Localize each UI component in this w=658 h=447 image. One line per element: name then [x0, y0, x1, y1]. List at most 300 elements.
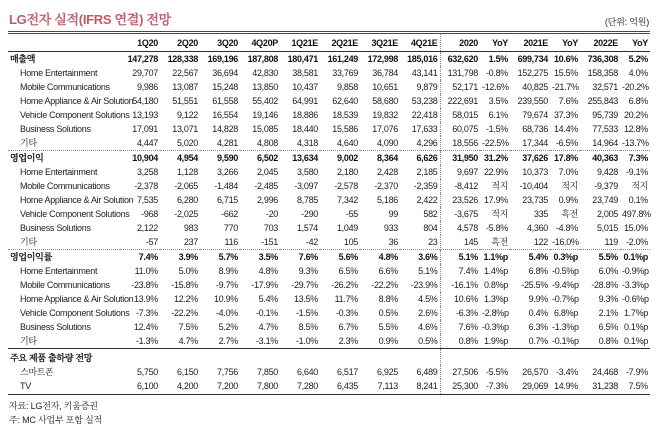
cell-value: 54,180 [132, 96, 158, 106]
cell-value: 4,360 [526, 223, 548, 233]
cell-value: 1.5% [488, 54, 508, 64]
cell-value: 15.0% [623, 223, 648, 233]
cell-value: 7,113 [360, 379, 400, 395]
cell-value: -3.1% [255, 336, 278, 346]
cell-value: 62,640 [332, 96, 358, 106]
header-label-column [8, 33, 120, 52]
cell-value: -290 [301, 209, 318, 219]
cell-value: -2,025 [174, 209, 198, 219]
table-row [8, 179, 650, 193]
cell-value: 105 [343, 237, 358, 247]
cell-value: 4,200 [160, 379, 200, 395]
cell-value: -2,578 [334, 181, 358, 191]
cell-value: 13.9% [133, 294, 158, 304]
cell-value: 43,141 [411, 68, 438, 78]
cell-value: 4,578 [440, 221, 480, 235]
cell-value: 13.5% [293, 294, 318, 304]
cell-value: -151 [261, 237, 278, 247]
cell-value: 99 [388, 209, 398, 219]
cell-value [620, 349, 650, 366]
cell-value [160, 349, 200, 366]
table-row [8, 292, 650, 306]
cell-value: 14,828 [212, 124, 238, 134]
row-label: 기타 [20, 237, 37, 247]
cell-value: 37.3% [553, 110, 578, 120]
row-label: Mobile Communications [20, 181, 110, 191]
cell-value: 6,100 [120, 379, 160, 395]
cell-value: 적지 [561, 181, 578, 191]
table-row [8, 264, 650, 278]
cell-value: 6.3% [528, 322, 548, 332]
row-label: 매출액 [10, 54, 36, 64]
table-body [8, 52, 650, 395]
cell-value: 15,085 [252, 124, 278, 134]
cell-value: -29.7% [291, 280, 318, 290]
header-column: 3Q21E [360, 33, 400, 52]
cell-value: 6,280 [176, 195, 198, 205]
financial-forecast-table [8, 31, 650, 395]
cell-value: 6,626 [400, 151, 440, 166]
cell-value: 6,502 [240, 151, 280, 166]
cell-value: 6,640 [296, 367, 318, 377]
cell-value: 703 [263, 223, 278, 233]
cell-value: 33,769 [332, 68, 358, 78]
cell-value: 8.9% [218, 266, 238, 276]
cell-value: 6,715 [216, 195, 238, 205]
cell-value: -1.3%p [552, 322, 579, 332]
cell-value: -2,370 [374, 181, 398, 191]
cell-value: -2,065 [174, 181, 198, 191]
cell-value: 5,186 [376, 195, 398, 205]
cell-value: 36,784 [372, 68, 398, 78]
table-row [8, 165, 650, 179]
cell-value: 23 [428, 237, 438, 247]
cell-value: -6.5% [555, 138, 578, 148]
cell-value: 60,075 [440, 122, 480, 136]
cell-value: 161,249 [327, 54, 358, 64]
table-row [8, 334, 650, 349]
cell-value: -0.5%p [552, 266, 579, 276]
cell-value: -28.8% [591, 280, 618, 290]
cell-value: 2,996 [256, 195, 278, 205]
cell-value: 22,567 [172, 68, 198, 78]
cell-value: 23,749 [592, 195, 618, 205]
cell-value: -57 [145, 237, 158, 247]
cell-value: 17,076 [372, 124, 398, 134]
header-column: 4Q21E [400, 33, 440, 52]
cell-value: 172,998 [367, 54, 398, 64]
cell-value: 255,843 [587, 96, 618, 106]
row-label: Home Entertainment [20, 68, 98, 78]
cell-value: 19,146 [252, 110, 278, 120]
header-column: 4Q20P [240, 33, 280, 52]
cell-value: 26,570 [522, 367, 548, 377]
cell-value: 79,674 [522, 110, 548, 120]
cell-value: 222,691 [440, 94, 480, 108]
cell-value: 31,238 [580, 379, 620, 395]
cell-value: 40,825 [522, 82, 548, 92]
table-row [8, 122, 650, 136]
cell-value: -1.5% [485, 124, 508, 134]
unit-label: (단위: 억원) [604, 17, 649, 27]
cell-value: 15,586 [332, 124, 358, 134]
cell-value: 38,581 [292, 68, 318, 78]
cell-value: 152,275 [517, 68, 548, 78]
cell-value: 4,318 [296, 138, 318, 148]
cell-value: 0.8%p [483, 280, 508, 290]
cell-value: 0.1% [628, 195, 648, 205]
cell-value: 58,015 [440, 108, 480, 122]
cell-value [550, 349, 580, 366]
cell-value: 5.5% [580, 250, 620, 265]
cell-value: 25,300 [440, 379, 480, 395]
cell-value: 4.0% [628, 68, 648, 78]
cell-value: -9.1% [625, 167, 648, 177]
cell-value: 169,196 [207, 54, 238, 64]
cell-value: 582 [423, 209, 438, 219]
cell-value [440, 349, 480, 366]
cell-value: -0.8% [485, 68, 508, 78]
cell-value: -0.3%p [482, 322, 509, 332]
cell-value: 9,428 [596, 167, 618, 177]
table-row [8, 66, 650, 80]
cell-value: 335 [533, 209, 548, 219]
cell-value: -1.5% [295, 308, 318, 318]
cell-value: 1.7%p [623, 308, 648, 318]
cell-value: 36 [388, 237, 398, 247]
cell-value: 6.8% [528, 266, 548, 276]
cell-value: 116 [224, 237, 238, 247]
table-row [8, 193, 650, 207]
cell-value: 147,278 [127, 54, 158, 64]
cell-value: -2.8%p [482, 308, 509, 318]
cell-value: 8.8% [378, 294, 398, 304]
table-row [8, 151, 650, 166]
cell-value: 6.8% [628, 96, 648, 106]
row-label: Home Entertainment [20, 167, 98, 177]
cell-value: 2,185 [416, 167, 438, 177]
cell-value: -22.5% [482, 138, 509, 148]
cell-value: 145 [440, 235, 480, 250]
row-label: Mobile Communications [20, 280, 110, 290]
cell-value: 4,296 [416, 138, 438, 148]
header-column: 2Q20 [160, 33, 200, 52]
cell-value: 6.5% [598, 322, 618, 332]
cell-value: 8.5% [298, 322, 318, 332]
cell-value: -23.8% [131, 280, 158, 290]
cell-value: 1.1%p [480, 250, 510, 265]
cell-value: 2.6% [418, 308, 438, 318]
row-label: 기타 [20, 336, 37, 346]
row-label: Vehicle Component Solutions [20, 110, 130, 120]
cell-value: 1,049 [336, 223, 358, 233]
cell-value [580, 349, 620, 366]
cell-value: 4,640 [336, 138, 358, 148]
header-column: 2022E [580, 33, 620, 52]
table-row [8, 207, 650, 221]
cell-value: 10.9% [213, 294, 238, 304]
table-row [8, 52, 650, 67]
cell-value: 2,180 [336, 167, 358, 177]
cell-value: 31,950 [440, 151, 480, 166]
cell-value: 5.2% [218, 322, 238, 332]
cell-value: 17.8% [550, 151, 580, 166]
cell-value [240, 349, 280, 366]
cell-value: 6,517 [336, 367, 358, 377]
cell-value: 24,468 [592, 367, 618, 377]
cell-value: 0.9% [558, 195, 578, 205]
cell-value: 22,418 [411, 110, 438, 120]
cell-value: 8,364 [360, 151, 400, 166]
header-column: 2020 [440, 33, 480, 52]
cell-value: 131,798 [440, 66, 480, 80]
cell-value: -20 [265, 209, 278, 219]
cell-value: 4,808 [256, 138, 278, 148]
cell-value: 0.7% [528, 336, 548, 346]
cell-value: -2,359 [413, 181, 438, 191]
cell-value: 23,526 [440, 193, 480, 207]
cell-value: 10,651 [372, 82, 398, 92]
cell-value: 5,015 [596, 223, 618, 233]
cell-value: -23.9% [410, 280, 438, 290]
table-row [8, 278, 650, 292]
cell-value: 187,808 [247, 54, 278, 64]
cell-value: -3.3%p [622, 280, 649, 290]
cell-value: 14,964 [592, 138, 618, 148]
cell-value: 64,991 [292, 96, 318, 106]
cell-value: 3.9% [160, 250, 200, 265]
cell-value [120, 349, 160, 366]
cell-value: 5.7% [200, 250, 240, 265]
cell-value: -0.7%p [552, 294, 579, 304]
header-column: 1Q20 [120, 33, 160, 52]
cell-value: 5.1% [440, 250, 480, 265]
cell-value: 3,266 [216, 167, 238, 177]
cell-value [360, 349, 400, 366]
cell-value: 6.8%p [553, 308, 578, 318]
header-column: YoY [480, 33, 510, 52]
cell-value: 61,558 [212, 96, 238, 106]
cell-value [280, 349, 320, 366]
cell-value: 77,533 [592, 124, 618, 134]
cell-value: -7.3% [135, 308, 158, 318]
table-row [8, 235, 650, 250]
cell-value: -1.0% [295, 336, 318, 346]
cell-value: 40,363 [580, 151, 620, 166]
cell-value: -13.7% [622, 138, 649, 148]
cell-value: 7.6% [558, 96, 578, 106]
cell-value: -7.3% [480, 379, 510, 395]
cell-value: 4.8% [360, 250, 400, 265]
cell-value: 3.6% [400, 250, 440, 265]
cell-value: 9,590 [200, 151, 240, 166]
header-row [8, 33, 650, 52]
cell-value: 42,830 [252, 68, 278, 78]
cell-value: -9,379 [594, 181, 618, 191]
cell-value: 6,489 [416, 367, 438, 377]
cell-value: -1.3% [135, 336, 158, 346]
table-row [8, 365, 650, 379]
cell-value: -3,675 [440, 207, 480, 221]
cell-value: 3,580 [296, 167, 318, 177]
page-title: LG전자 실적(IFRS 연결) 전망 [9, 12, 171, 27]
cell-value: 6.6% [378, 266, 398, 276]
cell-value: 흑전 [491, 237, 508, 247]
cell-value: 2.7% [218, 336, 238, 346]
cell-value: 10,373 [522, 167, 548, 177]
cell-value: 17,344 [522, 138, 548, 148]
cell-value: 0.1%p [620, 250, 650, 265]
cell-value: -15.8% [171, 280, 198, 290]
table-row [8, 379, 650, 395]
table-row [8, 221, 650, 235]
cell-value: -8,412 [440, 179, 480, 193]
cell-value: -21.7% [552, 82, 579, 92]
cell-value: -9.4%p [552, 280, 579, 290]
cell-value: -26.2% [331, 280, 358, 290]
cell-value: 4.8% [258, 266, 278, 276]
cell-value: 7.6% [440, 320, 480, 334]
cell-value: 1.4%p [483, 266, 508, 276]
cell-value: 6,150 [176, 367, 198, 377]
cell-value: 9,986 [136, 82, 158, 92]
cell-value: 10,437 [292, 82, 318, 92]
cell-value: 7.6% [280, 250, 320, 265]
cell-value: 2,045 [256, 167, 278, 177]
cell-value: 6,925 [376, 367, 398, 377]
row-label: Home Appliance & Air Solution [20, 294, 134, 304]
cell-value: -6.3% [440, 306, 480, 320]
cell-value: 2,005 [596, 209, 618, 219]
cell-value: 10.6% [553, 54, 578, 64]
header-column: 2Q21E [320, 33, 360, 52]
cell-value: 10.6% [440, 292, 480, 306]
cell-value: 6.5% [338, 266, 358, 276]
cell-value: -3.4% [555, 367, 578, 377]
cell-value: 13,850 [252, 82, 278, 92]
cell-value: 13,193 [132, 110, 158, 120]
row-label: 스마트폰 [20, 367, 54, 377]
cell-value: 7.3% [620, 151, 650, 166]
table-row [8, 320, 650, 334]
cell-value: 11.0% [134, 266, 158, 276]
header-column: YoY [620, 33, 650, 52]
cell-value: 9.9% [528, 294, 548, 304]
cell-value: 13,087 [172, 82, 198, 92]
cell-value: 12.8% [623, 124, 648, 134]
cell-value: 12.2% [173, 294, 198, 304]
cell-value: 9,879 [416, 82, 438, 92]
cell-value: 36,694 [212, 68, 238, 78]
cell-value: 4.5% [418, 294, 438, 304]
cell-value: 14.4% [553, 124, 578, 134]
cell-value: 6.0% [598, 266, 618, 276]
row-label: Vehicle Component Solutions [20, 209, 130, 219]
cell-value: 1.3%p [483, 294, 508, 304]
cell-value: 7,850 [256, 367, 278, 377]
cell-value: 17,091 [132, 124, 158, 134]
cell-value: 9,002 [320, 151, 360, 166]
cell-value: -0.1% [255, 308, 278, 318]
cell-value: 흑전 [561, 209, 578, 219]
row-label: Mobile Communications [20, 82, 110, 92]
cell-value: 0.3%p [550, 250, 580, 265]
cell-value: 6,435 [320, 379, 360, 395]
cell-value: 4.7% [258, 322, 278, 332]
cell-value: 8,785 [296, 195, 318, 205]
cell-value: -0.1%p [552, 336, 579, 346]
cell-value: 적지 [491, 209, 508, 219]
cell-value: 18,539 [332, 110, 358, 120]
row-label: Business Solutions [20, 223, 91, 233]
cell-value: 7.0% [558, 167, 578, 177]
cell-value: 51,551 [172, 96, 198, 106]
cell-value: 122 [533, 237, 548, 247]
cell-value: -0.3% [335, 308, 358, 318]
cell-value: 1,574 [296, 223, 318, 233]
cell-value: 4,954 [160, 151, 200, 166]
cell-value: 7,756 [216, 367, 238, 377]
cell-value [480, 349, 510, 366]
row-label: Home Appliance & Air Solution [20, 96, 134, 106]
cell-value: 2,122 [136, 223, 158, 233]
cell-value: -2,378 [134, 181, 158, 191]
cell-value: 32,571 [592, 82, 618, 92]
cell-value: -22.2% [171, 308, 198, 318]
cell-value: -4.8% [555, 223, 578, 233]
cell-value: 7.5% [620, 379, 650, 395]
cell-value: 239,550 [517, 96, 548, 106]
cell-value: -5.8% [485, 223, 508, 233]
table-footnotes [8, 399, 650, 427]
cell-value: 5.1% [418, 266, 438, 276]
cell-value: 9,858 [336, 82, 358, 92]
cell-value: 5.5% [378, 322, 398, 332]
cell-value: 0.1%p [623, 322, 648, 332]
row-label: Business Solutions [20, 124, 91, 134]
cell-value: -16.1% [440, 278, 480, 292]
table-row [8, 250, 650, 265]
cell-value: 7.4% [120, 250, 160, 265]
cell-value: -2,485 [254, 181, 278, 191]
table-header [8, 33, 650, 52]
cell-value: 9,122 [176, 110, 198, 120]
cell-value: 20.2% [623, 110, 648, 120]
cell-value: 17,633 [411, 124, 438, 134]
cell-value: 7,342 [336, 195, 358, 205]
cell-value: 10,904 [120, 151, 160, 166]
cell-value [400, 349, 440, 366]
cell-value: -1,484 [214, 181, 238, 191]
cell-value: 5,750 [136, 367, 158, 377]
cell-value: -4.0% [215, 308, 238, 318]
cell-value: 4.6% [418, 322, 438, 332]
cell-value: 2.3% [338, 336, 358, 346]
cell-value: 23,735 [522, 195, 548, 205]
cell-value: 0.5% [378, 308, 398, 318]
cell-value: 52,171 [440, 80, 480, 94]
cell-value: -16.0% [552, 237, 579, 247]
cell-value: 적지 [491, 181, 508, 191]
cell-value: -20.2% [622, 82, 649, 92]
cell-value: 95,739 [592, 110, 618, 120]
cell-value: 29,069 [510, 379, 550, 395]
cell-value: 7,280 [280, 379, 320, 395]
cell-value: 7.4% [440, 264, 480, 278]
cell-value: 933 [383, 223, 398, 233]
table-row [8, 94, 650, 108]
cell-value: 804 [423, 223, 438, 233]
